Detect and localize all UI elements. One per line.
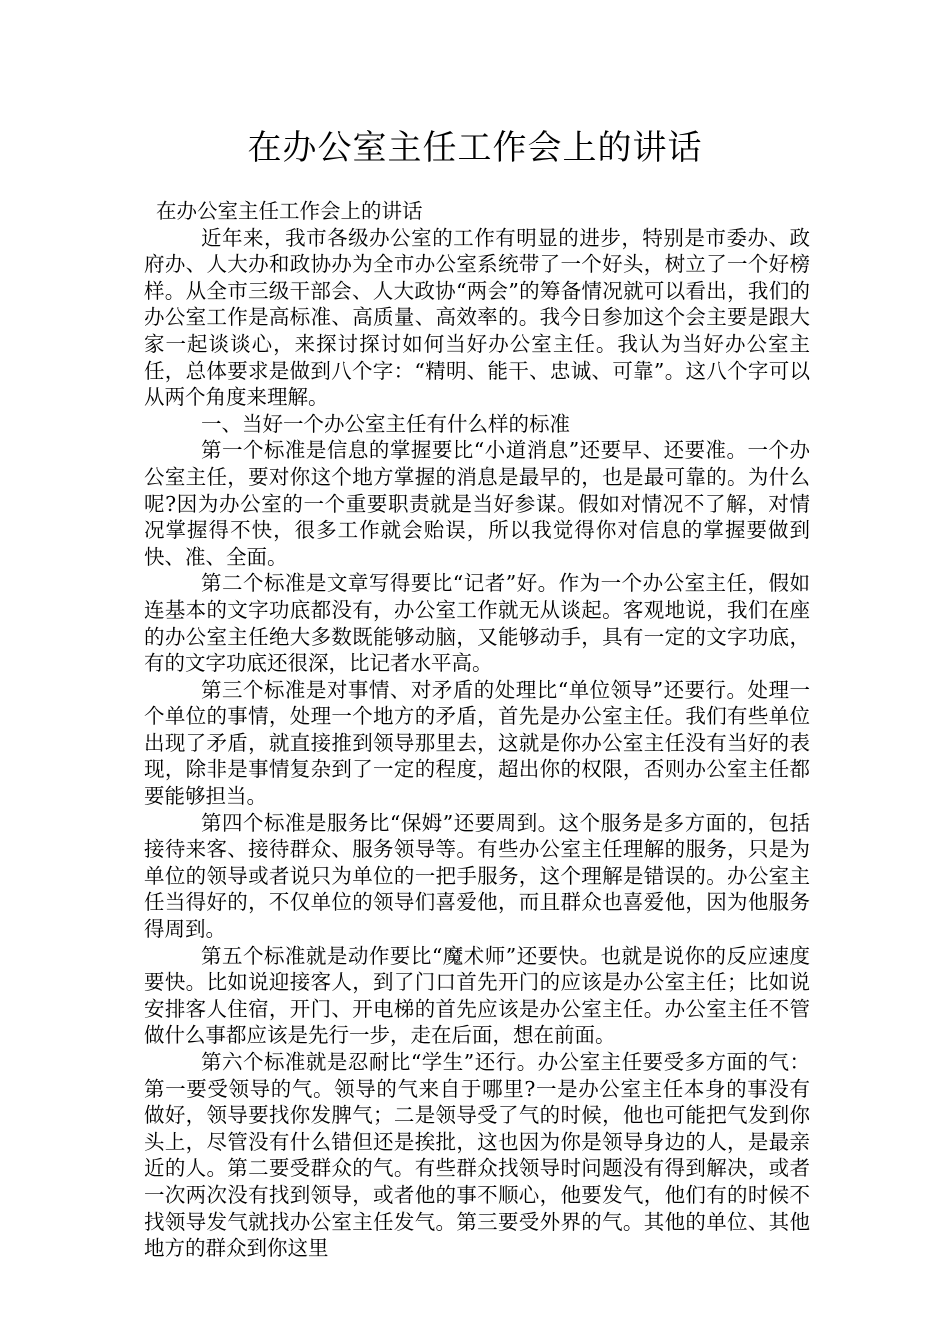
paragraph-standard-6: 第六个标准就是忍耐比“学生”还行。办公室主任要受多方面的气：第一要受领导的气。领导的气来自于哪里?一是办公室主任本身的事没有做好，领导要找你发脾气；二是领导受了气的时候，他也可能把气发到你头上，尽管没有什么错但还是挨批，这也因为你是领导身边的人，是最亲近的人。第二要受群众的气。有些群众找领导时问题没有得到解决，或者一次两次没有找到领导，或者他的事不顺心，他要发气，他们有的时候不找领导发气就找办公室主任发气。第三要受外界的气。其他的单位、其他地方的群众到你这里 (144, 1050, 810, 1261)
paragraph-standard-2: 第二个标准是文章写得要比“记者”好。作为一个办公室主任，假如连基本的文字功底都没有，办公室工作就无从谈起。客观地说，我们在座的办公室主任绝大多数既能够动脑，又能够动手，具有一定的文字功底，有的文字功底还很深，比记者水平高。 (144, 571, 810, 676)
paragraph-standard-3: 第三个标准是对事情、对矛盾的处理比“单位领导”还要行。处理一个单位的事情，处理一个地方的矛盾，首先是办公室主任。我们有些单位出现了矛盾，就直接推到领导那里去，这就是你办公室主任没有当好的表现，除非是事情复杂到了一定的程度，超出你的权限，否则办公室主任都要能够担当。 (144, 677, 810, 809)
paragraph-standard-4: 第四个标准是服务比“保姆”还要周到。这个服务是多方面的，包括接待来客、接待群众、服务领导等。有些办公室主任理解的服务，只是为单位的领导或者说只为单位的一把手服务，这个理解是错误的。办公室主任当得好的，不仅单位的领导们喜爱他，而且群众也喜爱他，因为他服务得周到。 (144, 810, 810, 942)
document-title: 在办公室主任工作会上的讲话 (247, 128, 703, 168)
paragraph-standard-5: 第五个标准就是动作要比“魔术师”还要快。也就是说你的反应速度要快。比如说迎接客人，到了门口首先开门的应该是办公室主任；比如说安排客人住宿，开门、开电梯的首先应该是办公室主任。办公室主任不管做什么事都应该是先行一步，走在后面，想在前面。 (144, 943, 810, 1048)
paragraph-standard-1: 第一个标准是信息的掌握要比“小道消息”还要早、还要准。一个办公室主任，要对你这个地方掌握的消息是最早的，也是最可靠的。为什么呢?因为办公室的一个重要职责就是当好参谋。假如对情况不了解，对情况掌握得不快，很多工作就会贻误，所以我觉得你对信息的掌握要做到快、准、全面。 (144, 438, 810, 569)
document-subtitle: 在办公室主任工作会上的讲话 (156, 199, 423, 223)
document-body (144, 198, 810, 1262)
section-heading-standards: 一、当好一个办公室主任有什么样的标准 (201, 411, 570, 436)
paragraph-intro: 近年来，我市各级办公室的工作有明显的进步，特别是市委办、政府办、人大办和政协办为全市办公室系统带了一个好头，树立了一个好榜样。从全市三级干部会、人大政协“两会”的筹备情况就可以看出，我们的办公室工作是高标准、高质量、高效率的。我今日参加这个会主要是跟大家一起谈谈心，来探讨探讨如何当好办公室主任。我认为当好办公室主任，总体要求是做到八个字：“精明、能干、忠诚、可靠”。这八个字可以从两个角度来理解。 (144, 225, 810, 410)
